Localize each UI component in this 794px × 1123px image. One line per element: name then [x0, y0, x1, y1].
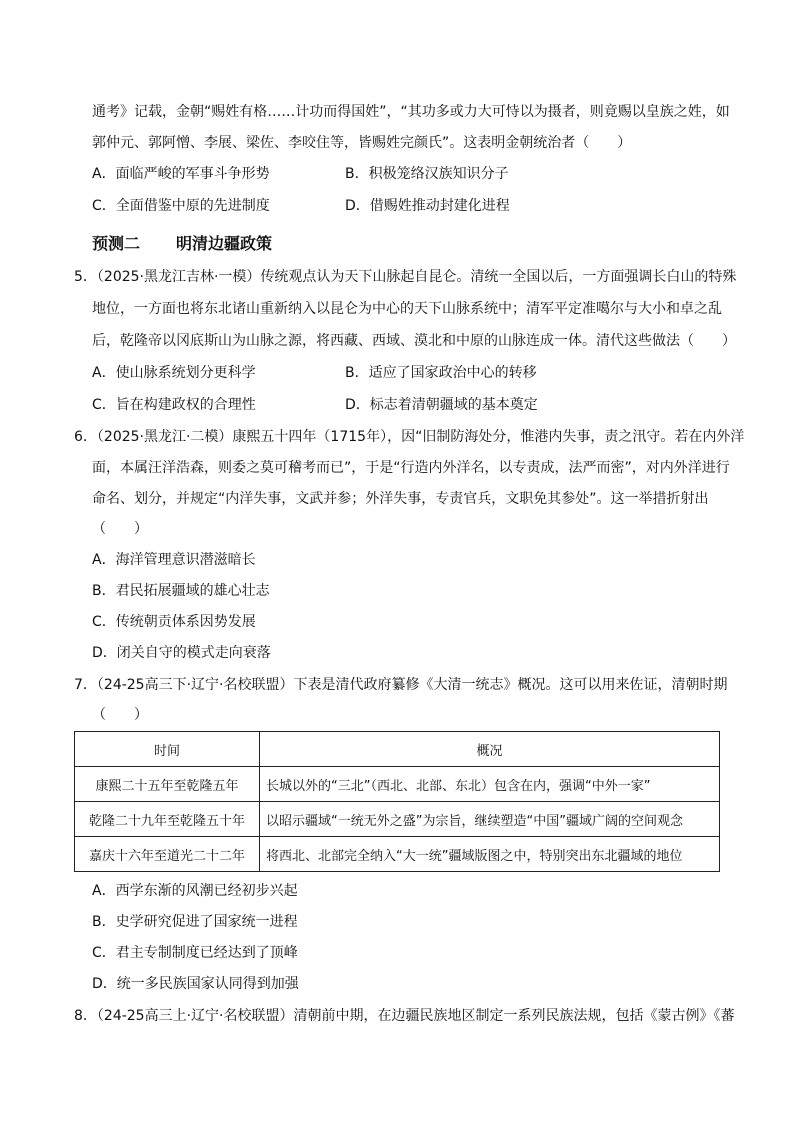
table-cell-time: 乾隆二十九年至乾隆五十年 — [75, 802, 260, 837]
q4-option-c[interactable]: C．全面借鉴中原的先进制度 — [92, 198, 270, 214]
q6-option-b[interactable]: B．君民拓展疆域的雄心壮志 — [92, 583, 270, 599]
table-row — [75, 767, 720, 802]
table-header-overview: 概况 — [260, 732, 720, 767]
section-title: 明清边疆政策 — [176, 234, 273, 253]
table-cell-overview: 将西北、北部完全纳入“大一统”疆域版图之中，特别突出东北疆域的地位 — [260, 837, 720, 872]
q4-option-a[interactable]: A．面临严峻的军事斗争形势 — [92, 166, 270, 182]
table-row — [75, 802, 720, 837]
section-heading — [92, 231, 272, 254]
q6-stem-line-1: 6．（2025·黑龙江·二模）康熙五十四年（1715年），因“旧制防海处分，惟港内失事，责之汛守。若在内外洋 — [74, 429, 745, 445]
q5-stem-line-2: 地位，一方面也将东北诸山重新纳入以昆仑为中心的天下山脉系统中；清军平定准噶尔与大小和卓之乱 — [92, 301, 722, 317]
table-cell-time: 康熙二十五年至乾隆五年 — [75, 767, 260, 802]
table-header-time: 时间 — [75, 732, 260, 767]
q5-option-b[interactable]: B．适应了国家政治中心的转移 — [345, 365, 537, 381]
q7-option-d[interactable]: D．统一多民族国家认同得到加强 — [92, 976, 299, 992]
q5-option-a[interactable]: A．使山脉系统划分更科学 — [92, 365, 256, 381]
q4-option-b[interactable]: B．积极笼络汉族知识分子 — [345, 166, 509, 182]
table-row — [75, 837, 720, 872]
q5-option-d[interactable]: D．标志着清朝疆域的基本奠定 — [345, 397, 538, 413]
q6-stem-line-3: 命名、划分，并规定“内洋失事，文武并参；外洋失事，专责官兵，文职免其参处”。这一举措折射出 — [92, 491, 709, 507]
q5-stem-line-1: 5．（2025·黑龙江吉林·一模）传统观点认为天下山脉起自昆仑。清统一全国以后，一方面强调长白山的特殊 — [74, 269, 737, 285]
q6-option-d[interactable]: D．闭关自守的模式走向衰落 — [92, 645, 271, 661]
q4-option-d[interactable]: D．借赐姓推动封建化进程 — [345, 198, 510, 214]
q8-stem-line-1: 8．（24-25高三上·辽宁·名校联盟）清朝前中期，在边疆民族地区制定一系列民族法规，包括《蒙古例》《蕃 — [74, 1008, 735, 1024]
q7-option-b[interactable]: B．史学研究促进了国家统一进程 — [92, 914, 298, 930]
q5-option-c[interactable]: C．旨在构建政权的合理性 — [92, 397, 256, 413]
table-header-row — [75, 732, 720, 767]
q7-stem-line-1: 7．（24-25高三下·辽宁·名校联盟）下表是清代政府纂修《大清一统志》概况。这可以用来佐证，清朝时期 — [74, 677, 728, 693]
section-label: 预测二 — [92, 234, 141, 253]
table-cell-overview: 长城以外的“三北”（西北、北部、东北）包含在内，强调“中外一家” — [260, 767, 720, 802]
q4-stem-line-2: 郭仲元、郭阿憎、李展、梁佐、李咬住等，皆赐姓完颜氏”。这表明金朝统治者（ ） — [92, 135, 632, 151]
table-cell-overview: 以昭示疆域“一统无外之盛”为宗旨，继续塑造“中国”疆域广阔的空间观念 — [260, 802, 720, 837]
q6-option-a[interactable]: A．海洋管理意识潜滋暗长 — [92, 552, 256, 568]
table-cell-time: 嘉庆十六年至道光二十二年 — [75, 837, 260, 872]
q7-table — [74, 731, 720, 872]
q6-stem-line-2: 面，本属汪洋浩森，则委之莫可稽考而已”，于是“行造内外洋名，以专责成，法严而密”，对内外洋进行 — [92, 460, 730, 476]
q7-option-c[interactable]: C．君主专制制度已经达到了顶峰 — [92, 945, 298, 961]
q6-stem-line-4: （ ） — [92, 521, 148, 537]
q7-stem-line-2: （ ） — [92, 707, 148, 723]
q4-stem-line-1: 通考》记载，金朝“赐姓有格……计功而得国姓”，“其功多或力大可恃以为摄者，则竟赐以皇族之姓，如 — [92, 104, 730, 120]
q5-stem-line-3: 后，乾隆帝以冈底斯山为山脉之源，将西藏、西域、漠北和中原的山脉连成一体。清代这些做法（ ） — [92, 333, 736, 349]
q7-option-a[interactable]: A．西学东渐的风潮已经初步兴起 — [92, 883, 298, 899]
q6-option-c[interactable]: C．传统朝贡体系因势发展 — [92, 614, 256, 630]
